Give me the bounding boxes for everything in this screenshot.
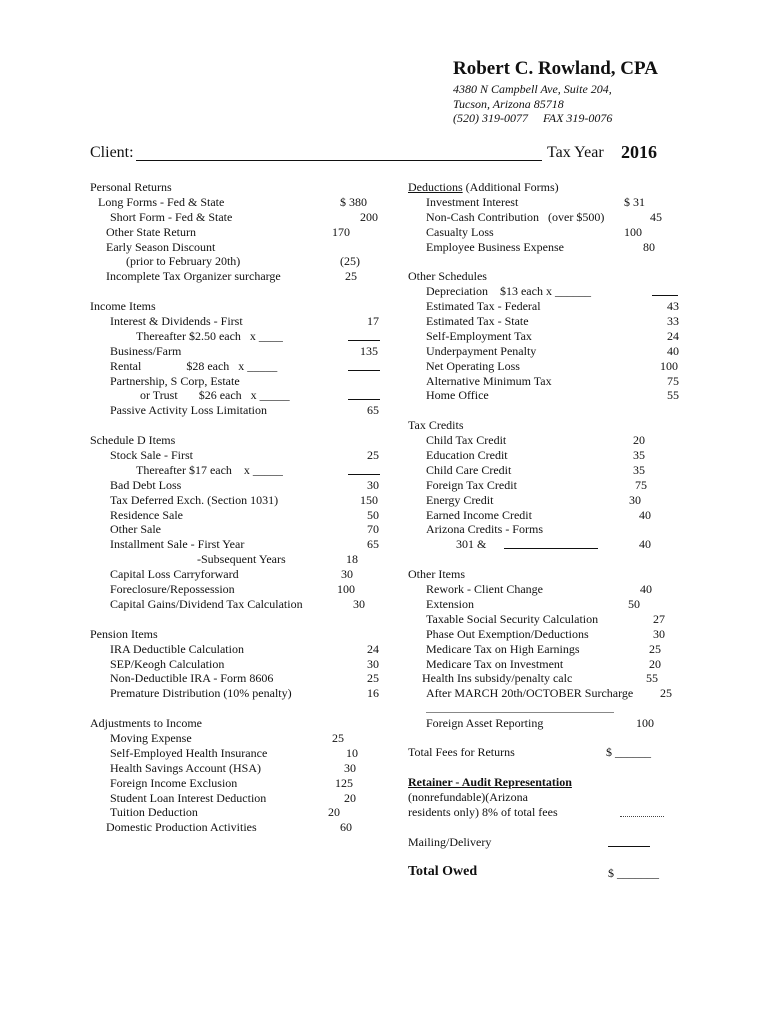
right-row — [408, 522, 698, 537]
left-row — [90, 805, 390, 820]
fee-amount: 135 — [360, 343, 378, 358]
fee-item-label: Incomplete Tax Organizer surcharge — [106, 269, 281, 284]
left-row — [90, 299, 390, 314]
fee-item-label: SEP/Keogh Calculation — [110, 656, 225, 671]
left-row — [90, 388, 390, 403]
right-row — [408, 225, 698, 240]
fee-item-label: Foreign Income Exclusion — [110, 775, 238, 790]
fee-item-label: Rental $28 each x _____ — [110, 358, 278, 373]
mailing-delivery-field[interactable] — [608, 835, 650, 847]
fee-item-label: Estimated Tax - Federal — [426, 299, 541, 314]
fee-amount: $ 380 — [340, 194, 367, 209]
fee-item-label: Net Operating Loss — [426, 358, 520, 373]
fee-item-label: Non-Deductible IRA - Form 8606 — [110, 671, 274, 686]
fee-amount: 16 — [367, 686, 379, 701]
section-heading-underlined: Deductions — [408, 180, 463, 194]
left-row — [90, 671, 390, 686]
right-spacer — [408, 403, 698, 418]
fee-item-label: Phase Out Exemption/Deductions — [426, 626, 589, 641]
fee-item-label: Stock Sale - First — [110, 448, 193, 463]
fee-item-label: Business/Farm — [110, 343, 182, 358]
fee-amount: 10 — [346, 745, 358, 760]
fee-item-label: Foreclosure/Repossession — [110, 582, 235, 597]
fee-amount: 35 — [633, 462, 645, 477]
right-row — [408, 597, 698, 612]
total-owed-field[interactable]: $ _______ — [608, 866, 659, 880]
right-row — [408, 493, 698, 508]
firm-address-line-2: Tucson, Arizona 85718 — [453, 97, 564, 111]
left-row — [90, 403, 390, 418]
section-heading: Schedule D Items — [90, 433, 176, 448]
fee-item-label: Medicare Tax on Investment — [426, 656, 564, 671]
firm-address-line-1: 4380 N Campbell Ave, Suite 204, — [453, 82, 612, 96]
fee-amount: 35 — [633, 448, 645, 463]
fee-item-label: Taxable Social Security Calculation — [426, 611, 599, 626]
fee-blank-field[interactable] — [348, 329, 380, 341]
fee-amount: 40 — [639, 507, 651, 522]
fee-item-label: Domestic Production Activities — [106, 820, 257, 835]
right-row — [408, 508, 698, 523]
fee-blank-field[interactable] — [652, 284, 678, 296]
fee-item-label: Rework - Client Change — [426, 582, 543, 597]
fee-item-label: Residence Sale — [110, 507, 183, 522]
right-fee-column — [408, 180, 698, 731]
fee-item-label: Passive Activity Loss Limitation — [110, 403, 267, 418]
right-row — [408, 537, 698, 552]
fee-amount: 100 — [337, 582, 355, 597]
fee-item-label: Bad Debt Loss — [110, 477, 182, 492]
fee-item-label: Arizona Credits - Forms — [426, 522, 543, 537]
fee-item-label: Extension — [426, 596, 474, 611]
fee-item-label: Other State Return — [106, 224, 196, 239]
right-row — [408, 180, 698, 195]
fee-amount: 125 — [335, 775, 353, 790]
right-row — [408, 582, 698, 597]
right-row — [408, 314, 698, 329]
fee-item-label: Tuition Deduction — [110, 805, 198, 820]
fee-item-label: Depreciation $13 each x ______ — [426, 284, 591, 299]
left-row — [90, 508, 390, 523]
firm-name: Robert C. Rowland, CPA — [453, 58, 658, 79]
right-row — [408, 195, 698, 210]
fee-item-label: Thereafter $17 each x _____ — [136, 462, 283, 477]
fee-item-label: -Subsequent Years — [197, 552, 286, 567]
right-row — [408, 359, 698, 374]
left-row — [90, 448, 390, 463]
fee-item-label: Employee Business Expense — [426, 239, 564, 254]
left-row — [90, 776, 390, 791]
client-label: Client: — [90, 144, 134, 161]
right-row — [408, 284, 698, 299]
right-row — [408, 374, 698, 389]
fee-amount: $ 31 — [624, 194, 645, 209]
right-spacer — [408, 552, 698, 567]
left-row — [90, 254, 390, 269]
fee-amount: 20 — [649, 656, 661, 671]
mailing-delivery-label: Mailing/Delivery — [408, 835, 492, 849]
fee-amount: 40 — [639, 537, 651, 552]
retainer-line-2: residents only) 8% of total fees — [408, 805, 558, 819]
fee-item-label: 301 & — [456, 537, 487, 552]
tax-year-label: Tax Year — [547, 144, 604, 161]
fee-item-label: Health Ins subsidy/penalty calc — [422, 671, 573, 686]
left-fee-column — [90, 180, 390, 835]
right-row — [408, 612, 698, 627]
left-row — [90, 493, 390, 508]
fee-amount: 80 — [643, 239, 655, 254]
left-row — [90, 791, 390, 806]
fee-item-label: Self-Employment Tax — [426, 328, 532, 343]
right-row — [408, 627, 698, 642]
left-row — [90, 329, 390, 344]
fee-amount: 24 — [667, 328, 679, 343]
fee-item-label: Premature Distribution (10% penalty) — [110, 686, 292, 701]
fee-amount: 33 — [667, 314, 679, 329]
fee-amount: 45 — [650, 209, 662, 224]
fee-item-label: Capital Gains/Dividend Tax Calculation — [110, 596, 303, 611]
fee-amount: 50 — [367, 507, 379, 522]
fee-item-label: Earned Income Credit — [426, 507, 532, 522]
right-row — [408, 686, 698, 701]
left-row — [90, 433, 390, 448]
fee-amount: 25 — [660, 686, 672, 701]
right-row — [408, 388, 698, 403]
fee-item-label: Child Tax Credit — [426, 433, 507, 448]
fee-item-label: Moving Expense — [110, 730, 192, 745]
fee-item-label: Energy Credit — [426, 492, 494, 507]
fee-amount: 20 — [328, 805, 340, 820]
fee-item-label: Health Savings Account (HSA) — [110, 760, 261, 775]
fee-amount: 25 — [367, 671, 379, 686]
left-row — [90, 344, 390, 359]
left-row — [90, 314, 390, 329]
fee-amount: 27 — [653, 611, 665, 626]
fee-blank-field[interactable] — [348, 359, 380, 371]
fee-item-label: Tax Deferred Exch. (Section 1031) — [110, 492, 279, 507]
section-heading: Pension Items — [90, 626, 158, 641]
right-row — [408, 269, 698, 284]
fee-item-label: Estimated Tax - State — [426, 314, 529, 329]
right-row — [408, 329, 698, 344]
left-row — [90, 731, 390, 746]
left-row — [90, 761, 390, 776]
section-heading-rest: (Additional Forms) — [462, 180, 559, 194]
fee-amount: 100 — [660, 358, 678, 373]
right-row — [408, 240, 698, 255]
fee-amount: 100 — [624, 224, 642, 239]
right-row — [408, 344, 698, 359]
left-row — [90, 180, 390, 195]
fee-item-label: Foreign Tax Credit — [426, 477, 517, 492]
section-heading: Income Items — [90, 299, 156, 314]
fee-amount: 25 — [332, 730, 344, 745]
fee-item-label: Student Loan Interest Deduction — [110, 790, 267, 805]
left-row — [90, 746, 390, 761]
right-row — [408, 433, 698, 448]
left-row — [90, 552, 390, 567]
retainer-line-1: (nonrefundable)(Arizona — [408, 790, 528, 804]
fee-item-label: Short Form - Fed & State — [110, 209, 233, 224]
section-heading — [408, 180, 559, 195]
fee-amount: 100 — [636, 716, 654, 731]
fee-item-label: Medicare Tax on High Earnings — [426, 641, 580, 656]
fee-amount: 75 — [635, 477, 647, 492]
section-heading: Tax Credits — [408, 418, 464, 433]
fee-item-label: Education Credit — [426, 448, 508, 463]
fee-amount: 25 — [345, 269, 357, 284]
fee-amount: 30 — [653, 626, 665, 641]
section-heading: Personal Returns — [90, 180, 172, 194]
right-row — [408, 463, 698, 478]
left-row — [90, 537, 390, 552]
fee-blank-field[interactable] — [504, 537, 598, 549]
right-row — [408, 418, 698, 433]
left-row — [90, 820, 390, 835]
fee-item-label: Non-Cash Contribution (over $500) — [426, 209, 605, 224]
left-row — [90, 195, 390, 210]
fee-item-label: Partnership, S Corp, Estate — [110, 373, 240, 388]
fee-item-label: Installment Sale - First Year — [110, 537, 245, 552]
fee-amount: 65 — [367, 403, 379, 418]
fee-item-label: Self-Employed Health Insurance — [110, 745, 268, 760]
fee-amount: 25 — [649, 641, 661, 656]
fee-amount: 25 — [367, 448, 379, 463]
right-row — [408, 701, 698, 716]
left-row — [90, 359, 390, 374]
left-row — [90, 582, 390, 597]
fee-amount: 20 — [633, 433, 645, 448]
retainer-title: Retainer - Audit Representation — [408, 775, 572, 789]
fee-amount: 75 — [667, 373, 679, 388]
fee-amount: 200 — [360, 209, 378, 224]
fee-item-label: Underpayment Penalty — [426, 343, 537, 358]
left-row — [90, 597, 390, 612]
fee-item-label: or Trust $26 each x _____ — [140, 388, 290, 403]
fee-amount: 150 — [360, 492, 378, 507]
fee-amount: 40 — [667, 343, 679, 358]
left-spacer — [90, 284, 390, 299]
total-fees-label: Total Fees for Returns — [408, 745, 515, 759]
right-row — [408, 671, 698, 686]
left-row — [90, 478, 390, 493]
fee-item-label: Long Forms - Fed & State — [98, 194, 225, 209]
left-row — [90, 627, 390, 642]
left-row — [90, 522, 390, 537]
section-heading: Other Schedules — [408, 269, 487, 284]
fee-item-label: Casualty Loss — [426, 224, 494, 239]
tax-year-value: 2016 — [621, 142, 657, 162]
fee-amount: 30 — [629, 492, 641, 507]
fee-amount: 40 — [640, 582, 652, 597]
fee-item-label: Foreign Asset Reporting — [426, 716, 544, 731]
fee-amount: 30 — [344, 760, 356, 775]
fee-amount: 55 — [646, 671, 658, 686]
fee-item-label: Alternative Minimum Tax — [426, 373, 552, 388]
right-row — [408, 716, 698, 731]
fee-item-label: Interest & Dividends - First — [110, 314, 243, 329]
fee-amount: 43 — [667, 299, 679, 314]
client-name-field[interactable] — [136, 160, 542, 161]
fee-amount: 17 — [367, 314, 379, 329]
right-row — [408, 642, 698, 657]
fee-amount: 60 — [340, 820, 352, 835]
fee-amount: 65 — [367, 537, 379, 552]
fee-item-label: Early Season Discount — [106, 239, 216, 254]
fee-amount: 30 — [353, 596, 365, 611]
fee-item-label: IRA Deductible Calculation — [110, 641, 244, 656]
left-row — [90, 716, 390, 731]
left-row — [90, 657, 390, 672]
fee-amount: 55 — [667, 388, 679, 403]
fee-amount: 24 — [367, 641, 379, 656]
fee-amount: 30 — [367, 477, 379, 492]
left-row — [90, 567, 390, 582]
right-row — [408, 478, 698, 493]
left-row — [90, 463, 390, 478]
fee-item-label: Investment Interest — [426, 194, 519, 209]
left-row — [90, 269, 390, 284]
fee-blank-field[interactable] — [348, 388, 380, 400]
left-spacer — [90, 612, 390, 627]
section-heading: Other Items — [408, 567, 465, 582]
fee-item-label: Other Sale — [110, 522, 161, 537]
right-row — [408, 210, 698, 225]
fee-blank-field[interactable] — [426, 701, 614, 713]
right-row — [408, 657, 698, 672]
left-row — [90, 240, 390, 255]
fee-amount: 70 — [367, 522, 379, 537]
firm-phone-fax: (520) 319-0077 FAX 319-0076 — [453, 111, 613, 125]
fee-amount: 20 — [344, 790, 356, 805]
fee-item-label: (prior to February 20th) — [126, 254, 241, 269]
left-spacer — [90, 701, 390, 716]
left-row — [90, 210, 390, 225]
fee-item-label: Home Office — [426, 388, 489, 403]
total-fees-field[interactable]: $ ______ — [606, 745, 651, 759]
left-row — [90, 642, 390, 657]
right-spacer — [408, 254, 698, 269]
fee-amount: 18 — [346, 552, 358, 567]
total-owed-label: Total Owed — [408, 864, 478, 879]
fee-amount: 170 — [332, 224, 350, 239]
left-row — [90, 225, 390, 240]
fee-amount: 30 — [341, 567, 353, 582]
fee-amount: 30 — [367, 656, 379, 671]
fee-item-label: Capital Loss Carryforward — [110, 567, 239, 582]
fee-amount: (25) — [340, 254, 360, 269]
fee-blank-field[interactable] — [348, 463, 380, 475]
fee-item-label: After MARCH 20th/OCTOBER Surcharge — [426, 686, 634, 701]
right-row — [408, 567, 698, 582]
left-row — [90, 686, 390, 701]
fee-item-label: Thereafter $2.50 each x ____ — [136, 328, 283, 343]
left-row — [90, 374, 390, 389]
left-spacer — [90, 418, 390, 433]
fee-amount: 50 — [628, 596, 640, 611]
fee-item-label: Child Care Credit — [426, 462, 512, 477]
right-row — [408, 448, 698, 463]
retainer-amount-field[interactable] — [620, 805, 664, 817]
section-heading: Adjustments to Income — [90, 716, 202, 731]
right-row — [408, 299, 698, 314]
